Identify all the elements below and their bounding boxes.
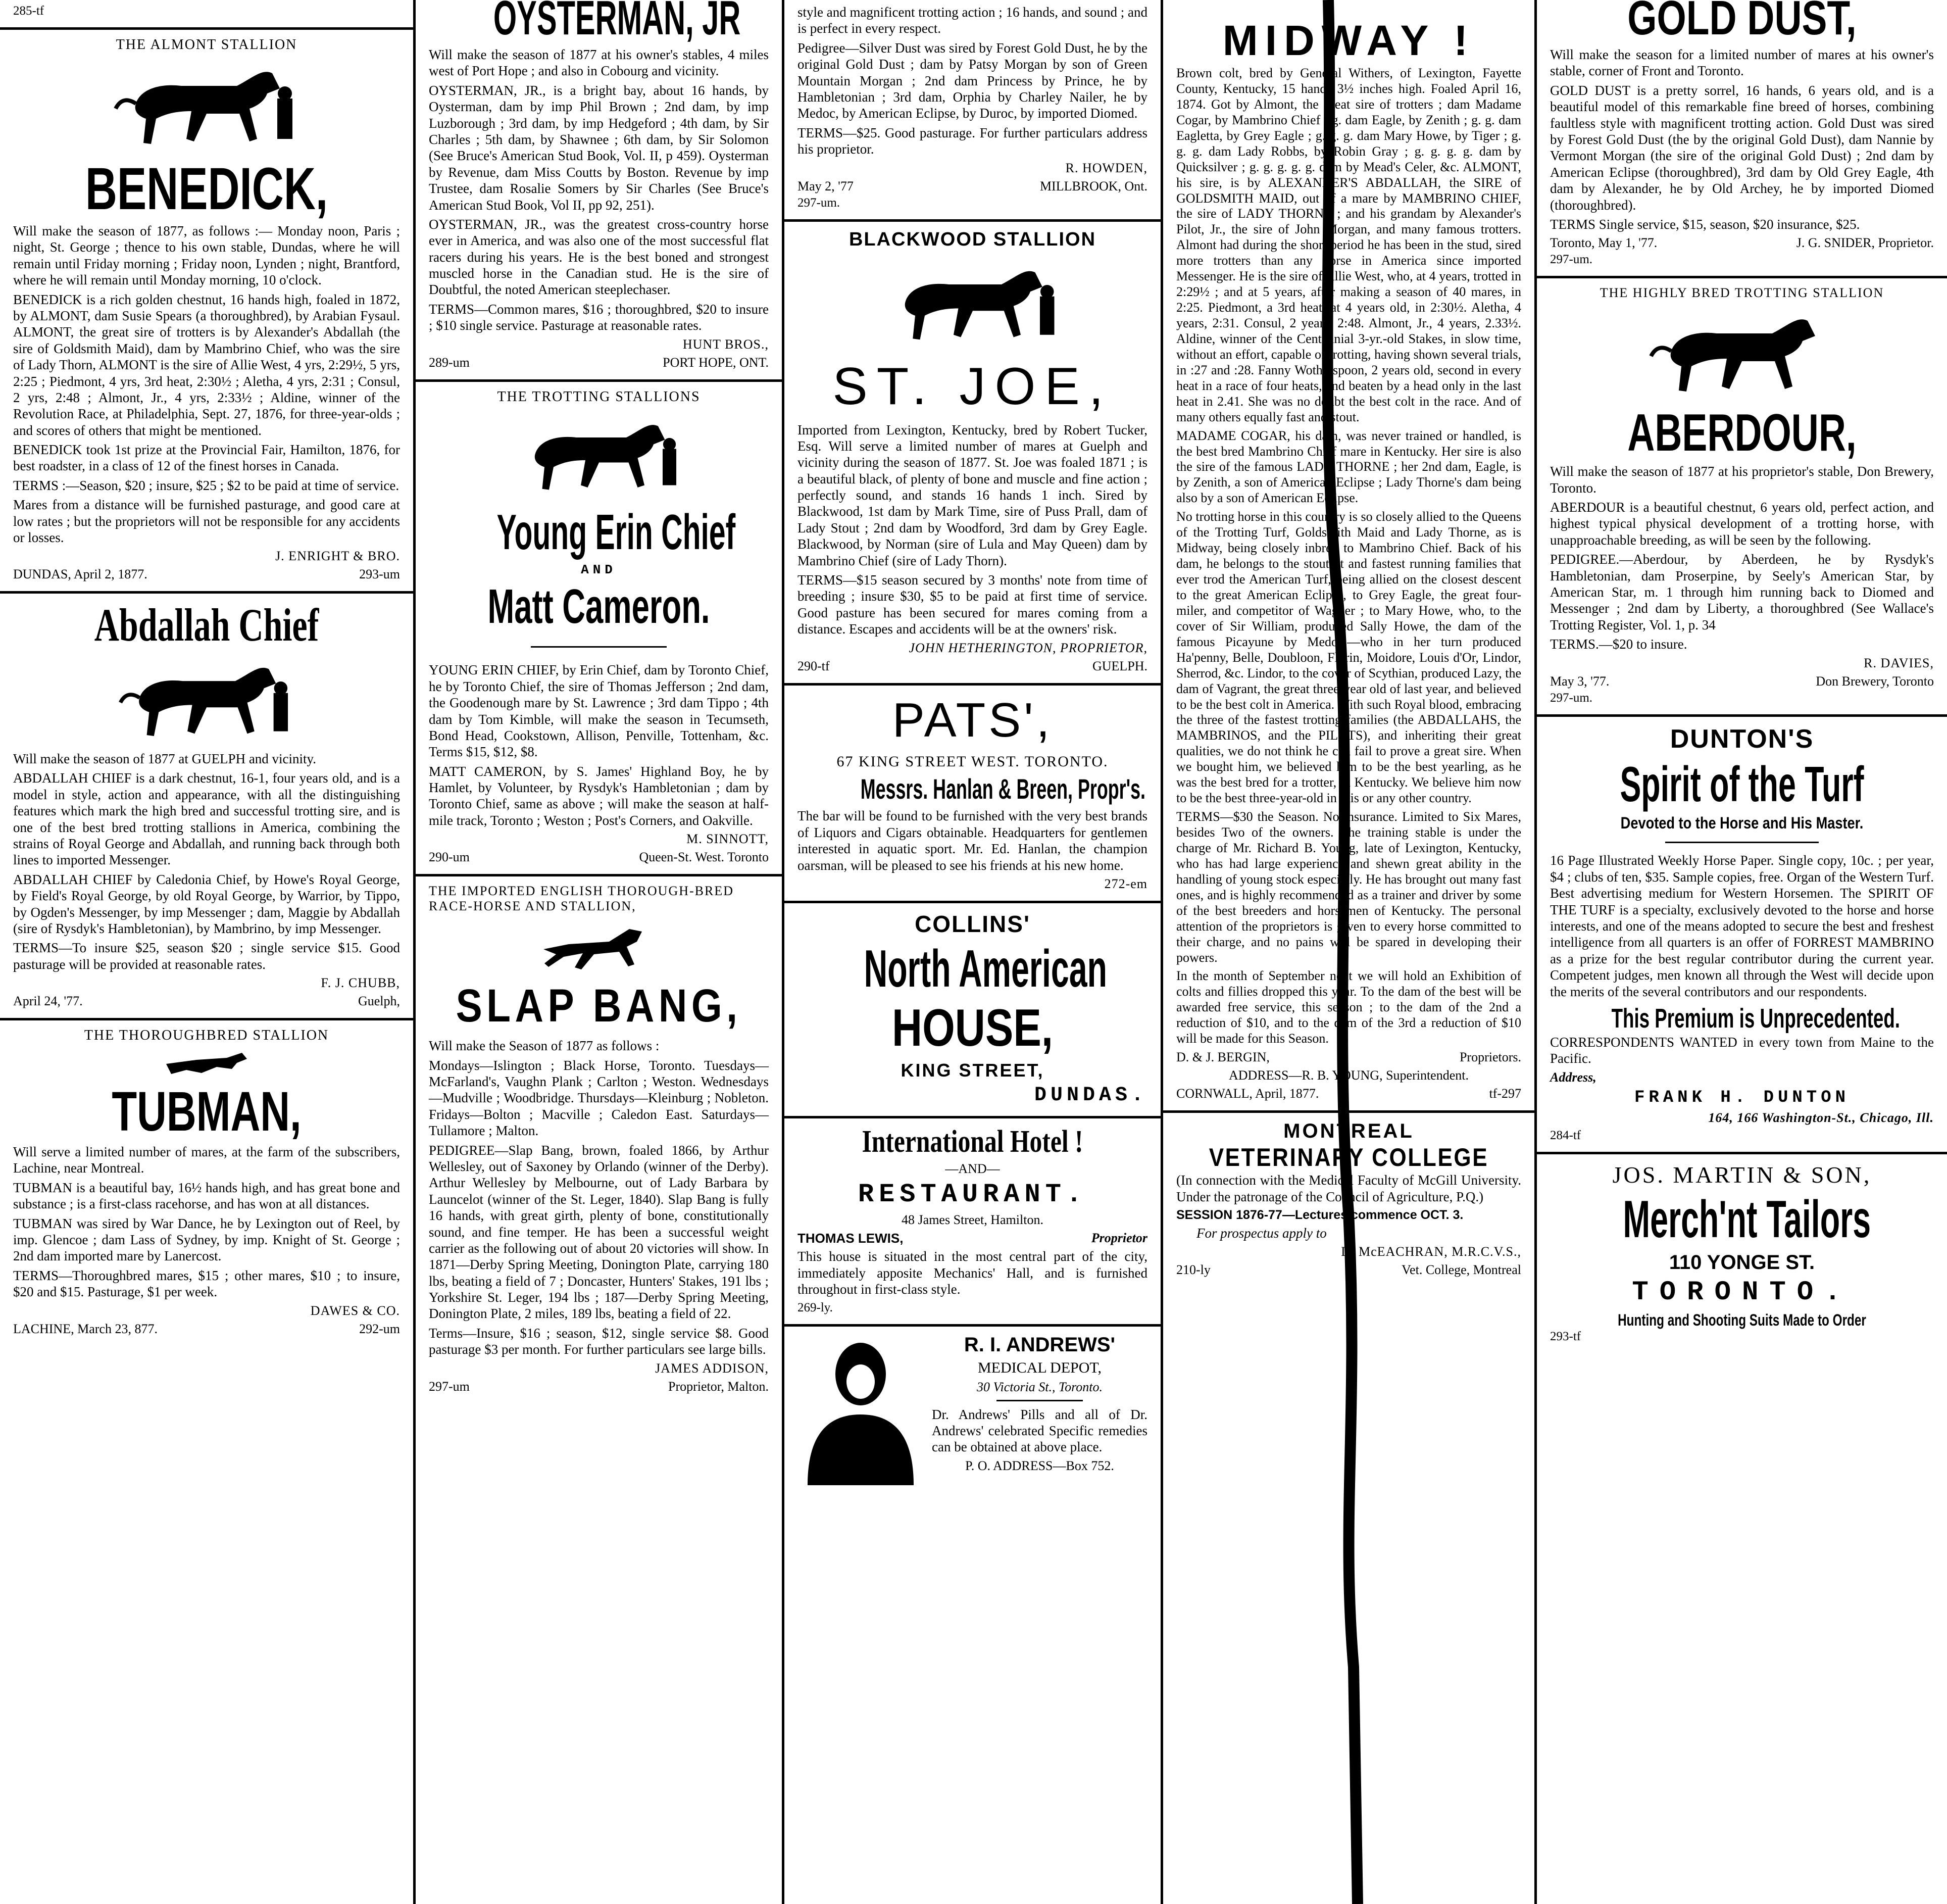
benedick-number: 293-um [359, 567, 400, 582]
abdallah-dateline [13, 994, 400, 1009]
aberdour-dateline [1550, 674, 1934, 689]
divider [996, 1400, 1083, 1401]
divider [416, 379, 782, 382]
andrews-subtitle: MEDICAL DEPOT, [978, 1359, 1102, 1376]
slap-paragraph: Terms—Insure, $16 ; season, $12, single service $8. Good pasturage $3 per month. For further particulars see large bills. [429, 1325, 769, 1357]
intl-owner-role: Proprietor [1091, 1231, 1147, 1246]
midway-title: MIDWAY ! [1222, 17, 1475, 64]
pats-title: PATS', [892, 693, 1053, 747]
abdallah-paragraph: Will make the season of 1877 at GUELPH and vicinity. [13, 751, 317, 767]
running-horse-icon [156, 1049, 257, 1079]
silver-place: MILLBROOK, Ont. [1039, 178, 1147, 193]
aberdour-number: 297-um. [1550, 691, 1593, 705]
stjoe-paragraph: Imported from Lexington, Kentucky, bred by Robert Tucker, Esq. Will serve a limited number of mares at Guelph and vicinity during the season of 1877. St. Joe was foaled 1871 ; is a beautiful black, of plenty of bone and muscle and fine action ; perfectly sound, and stands 16 hands 1 inch. Sired by Blackwood, 1st dam by Mark Time, sire of Puss Prall, dam of Lady Stout ; 2nd dam by Woodford, 3rd dam by Grey Eagle. Blackwood, by Norman (sire of Lula and May Queen) dam by Mambrino Chief (sire of Lady Thorn). [797, 422, 1147, 568]
slap-title: SLAP BANG, [456, 980, 742, 1032]
collins-street: KING STREET, [901, 1060, 1044, 1081]
dunton-paragraph: 16 Page Illustrated Weekly Horse Paper. Single copy, 10c. ; per year, $4 ; clubs of ten, $35. Sample copies, free. Organ of the Western Turf. Best advertising medium for Western Horsemen. The SPIRIT OF THE TURF is a specialty, exclusively devoted to the horse and horse interests, and one of the means adopted to secure the best and freshest intelligence from all quarters is an offer of FORREST MAMBRINO as a prize for the best regular contributor during the current year. Competent judges, men known all through the West will decide upon the merits of the several contributors and our respondents. [1550, 853, 1934, 999]
slap-place: Proprietor, Malton. [668, 1379, 769, 1394]
intl-and: —AND— [945, 1161, 1000, 1177]
divider [1665, 842, 1819, 843]
pats-paragraph: The bar will be found to be furnished with the very best brands of Liquors and Cigars obtainable. Headquarters for gentlemen interested in aquatic sport. Mr. Ed. Hanlan, the champion oarsman, will be pleased to see his friends at his new home. [797, 808, 1147, 873]
midway-paragraph: TERMS—$30 the Season. No insurance. Limited to Six Mares, besides Two of the owners. The training stable is under the charge of Mr. Richard B. Young, late of Lexington, Kentucky, who has had large experience and shewn great ability in the handling of young stock especially. He has brought out many fast ones, and is highly recommended as a trainer and driver by some of the best breeders and horsemen of Kentucky. The personal attention of the proprietors is given to every horse committed to their charge, and no pains will be spared in developing their powers. [1176, 809, 1521, 965]
erin-paragraph: YOUNG ERIN CHIEF, by Erin Chief, dam by Toronto Chief, he by Toronto Chief, the sire of Thomas Jefferson ; 2nd dam, the Goodenough mare by St. Lawrence ; 3rd dam Tippo ; 4th dam by Tom Kimble, will make the season in Tecumseth, Bond Head, Cookstown, Allison, Penville, Tottenham, &c. Terms $15, $12, $8. [429, 662, 769, 760]
benedick-paragraph: TERMS :—Season, $20 ; insure, $25 ; $2 to be paid at time of service. [13, 477, 400, 493]
vet-signature: D. McEACHRAN, M.R.C.V.S., [1341, 1244, 1521, 1259]
midway-number: tf-297 [1489, 1086, 1521, 1101]
column-5 [1537, 0, 1947, 1904]
cameron-title: Matt Cameron. [487, 579, 710, 633]
tubman-paragraph: TUBMAN is a beautiful bay, 16½ hands high, and has great bone and substance ; is a first-class racehorse, and has won at all distances. [13, 1180, 400, 1212]
divider [0, 591, 413, 594]
slap-paragraph: Mondays—Islington ; Black Horse, Toronto. Tuesdays—McFarland's, Vaughn Plank ; Carlton ; Weston. Wednesdays—Mudville ; Woodbridge. Thursdays—Kleinburg ; Nobleton. Fridays—Bolton ; Macville ; Caledon East. Saturdays—Tullamore ; Malton. [429, 1057, 769, 1139]
midway-address: ADDRESS—R. B. YOUNG, Superintendent. [1229, 1068, 1469, 1083]
martin-big: Merch'nt Tailors [1623, 1190, 1871, 1249]
oysterman-number: 289-um [429, 355, 470, 370]
golddust-date: Toronto, May 1, '77. [1550, 235, 1658, 251]
intl-title: International Hotel ! [862, 1125, 1083, 1159]
pats-number: 272-em [1104, 876, 1147, 891]
montreal-caption: MONTREAL [1283, 1120, 1414, 1143]
dunton-address: 164, 166 Washington-St., Chicago, Ill. [1708, 1110, 1934, 1125]
tubman-paragraph: Will serve a limited number of mares, at the farm of the subscribers, Lachine, near Montreal. [13, 1144, 400, 1176]
golddust-signature: J. G. SNIDER, Proprietor. [1796, 235, 1934, 251]
tubman-date: LACHINE, March 23, 877. [13, 1321, 158, 1336]
midway-signature: D. & J. BERGIN, [1176, 1050, 1270, 1065]
tubman-paragraph: TUBMAN was sired by War Dance, he by Lexington out of Reel, by imp. Glencoe ; dam Lass of Sydney, by imp. Knight of St. George ; 2nd dam imported mare by Lanercost. [13, 1215, 400, 1264]
andrews-paragraph: Dr. Andrews' Pills and all of Dr. Andrews' celebrated Specific remedies can be obtained at above place. [932, 1406, 1147, 1455]
divider [1537, 276, 1947, 278]
andrews-address: 30 Victoria St., Toronto. [977, 1379, 1103, 1394]
slap-signature: JAMES ADDISON, [655, 1360, 769, 1376]
midway-paragraph: In the month of September next we will hold an Exhibition of colts and fillies dropped this year. To the dam of the best will be awarded free service, this season ; to the dam of the 2nd a reduction of $10, and to the dam of the 3rd a reduction of $10 will be made for this Season. [1176, 968, 1521, 1046]
dunton-subtitle: Devoted to the Horse and His Master. [1620, 814, 1864, 833]
erin-title: Young Erin Chief [496, 504, 736, 560]
benedick-paragraph: Will make the season of 1877, as follows :— Monday noon, Paris ; night, St. George ; thence to his own stable, Dundas, where he will remain until Friday morning ; Friday noon, Lynden ; night, Brantford, where he will remain until Monday morning, 10 o'clock. [13, 223, 400, 288]
martin-bottom: Hunting and Shooting Suits Made to Order [1618, 1310, 1866, 1329]
aberdour-paragraph: Will make the season of 1877 at his proprietor's stable, Don Brewery, Toronto. [1550, 464, 1934, 496]
trotting-caption: THE TROTTING STALLIONS [497, 388, 701, 405]
andrews-ad [797, 1334, 1147, 1485]
silver-date: May 2, '77 [797, 178, 854, 193]
vet-session: SESSION 1876-77—Lectures commence OCT. 3. [1176, 1207, 1464, 1222]
tubman-number: 292-um [359, 1321, 400, 1336]
tubman-paragraph: TERMS—Thoroughbred mares, $15 ; other mares, $10 ; to insure, $20 and $15. Pasturage, $1 per week. [13, 1267, 400, 1300]
oysterman-place: PORT HOPE, ONT. [663, 355, 769, 370]
stjoe-place: GUELPH. [1092, 658, 1147, 673]
silver-paragraph: TERMS—$25. Good pasturage. For further particulars address his proprietor. [797, 125, 1147, 157]
stjoe-signature: JOHN HETHERINGTON, PROPRIETOR, [909, 640, 1147, 655]
pats-proprietors: Messrs. Hanlan & Breen, Propr's. [860, 772, 1145, 805]
dunton-premium: This Premium is Unprecedented. [1611, 1003, 1900, 1034]
vet-paragraph: (In connection with the Medical Faculty of McGill University. Under the patronage of the Council of Agriculture, P.Q.) [1176, 1173, 1521, 1204]
oysterman-paragraph: Will make the season of 1877 at his owner's stables, 4 miles west of Port Hope ; and also in Cobourg and vicinity. [429, 47, 769, 79]
tubman-title: TUBMAN, [112, 1081, 302, 1143]
and-label: AND [581, 562, 617, 577]
andrews-title: R. I. ANDREWS' [964, 1333, 1116, 1356]
midway-paragraph: MADAME COGAR, his dam, was never trained or handled, is the best bred Mambrino Chief mare in Kentucky. Her sire is also the sire of the famous LADY THORNE ; her 2nd dam, Eagle, is by Zenith, a son of American Eclipse ; Lady Thorne's dam being also by a son of American Eclipse. [1176, 428, 1521, 506]
collins-house: HOUSE, [892, 999, 1053, 1058]
midway-paragraph: Brown colt, bred by General Withers, of Lexington, Fayette County, Kentucky, 15 hands 3½ inches high. Foaled April 16, 1874. Got by Almont, the great sire of trotters ; dam Madame Cogar, by Mambrino Chief ; g. dam Eagle, by Zenith ; g. g. dam Eagletta, by Grey Eagle ; g. g. g. dam Mary Howe, by Tiger ; g. g. g. dam Lady Robbs, by Robin Gray ; g. g. g. g. dam by Quicksilver ; g. g. g. g. g. dam by Mead's Celer, &c. ALMONT, his sire, is by ALEXANDER'S ABDALLAH, the SIRE of GOLDSMITH MAID, out of a mare by MAMBRINO CHIEF, the sire of LADY THORNE ; and his grandam by Alexander's Pilot, Jr., the sire of John Morgan, and many famous trotters. Almont had during the short period he has been in the stud, sired more trotters than any horse in America since imported Messenger. He is the sire of Allie West, who, at 4 years, trotted in 2:29½ ; and at 5 years, after making a season of 40 mares, in 2:25. Piedmont, a 3rd heat, at 4 years old, in 2:30½. Aletha, 4 years, 2:31. Consul, 2 years, 2:48. Almont, Jr., 4 years, 2.33½. Aldine, winner of the Centennial 3-yr.-old Stakes, in slow time, without an effort, capable of trotting, having shown several trials, in :27 and :28. Fanny Wotherspoon, 2 years old, second in every heat in a race of four heats, and beaten by a head only in the last heat in 2.41. She was no doubt the best colt in the race. And of many others equally fast and stout. [1176, 66, 1521, 424]
tubman-dateline [13, 1322, 400, 1337]
abdallah-title: Abdallah Chief [94, 599, 319, 651]
divider [784, 1116, 1161, 1118]
vet-prospectus: For prospectus apply to [1196, 1225, 1327, 1241]
ad-number: 285-tf [13, 4, 44, 18]
benedick-title: BENEDICK, [85, 156, 328, 222]
intl-owner-line [797, 1231, 1147, 1246]
martin-title: JOS. MARTIN & SON, [1612, 1161, 1872, 1188]
column-1 [0, 0, 413, 1904]
column-3 [784, 0, 1161, 1904]
dunton-address-label: Address, [1550, 1069, 1596, 1085]
intl-owner: THOMAS LEWIS, [797, 1231, 904, 1246]
abdallah-paragraph: ABDALLAH CHIEF by Caledonia Chief, by Howe's Royal George, by Field's Royal George, by old Royal George, by Warrior, by Tippo, by Ogden's Messenger, by imp Messenger ; dam, Maggie by Abdallah (sire of Rysdyk's Hambletonian), by Mambrino, by imp Messenger. [13, 871, 400, 936]
silver-number: 297-um. [797, 196, 840, 210]
golddust-paragraph: Will make the season for a limited number of mares at his owner's stable, corner of Front and Toronto. [1550, 47, 1934, 79]
aberdour-place: Don Brewery, Toronto [1816, 673, 1934, 689]
erin-number: 290-um [429, 850, 470, 865]
benedick-paragraph: BENEDICK is a rich golden chestnut, 16 hands high, foaled in 1872, by ALMONT, dam Susie Spears (a thoroughbred), by Arabian Fysaul. ALMONT, the great sire of trotters is by Alexander's Abdallah (the sire of Goldsmith Maid), dam by Mambrino Chief, who was the sire of Lady Thorn, ALMONT is the sire of Allie West, 4 yrs, 2:29½, 5 yrs, 2:25 ; Piedmont, 4 yrs, 3rd heat, 2:30½ ; Aletha, 4 yrs, 2:31 ; Consul, 2 yrs, 2:48 ; Almont, Jr., 4 yrs, 2:33½ ; Aldine, winner of the Revolution Race, at Philadelphia, Sept. 27, 1876, for three-year-olds ; and scores of others that might be mentioned. [13, 291, 400, 438]
intl-restaurant: RESTAURANT. [858, 1180, 1087, 1210]
midway-paragraph: No trotting horse in this country is so closely allied to the Queens of the Trotting Turf, Goldsmith Maid and Lady Thorne, as is Midway, being closely inbred to Mambrino Chief. Back of his dam, he belongs to the stoutest and fastest running families that ever trod the American Turf, being allied on the closest descent to the great American Eclipse, to Grey Eagle, the great four-miler, and competitor of Wagner ; to Mary Howe, who, to the cover of Sir William, produced Sally Howe, the dam of the famous Picayune by Medoc,—who in her turn produced Ha'penny, Belle, Doubloon, Florin, Moidore, Louis d'Or, Lindor, Sherrod, &c. Lindor, to the cover of Scythian, produced Lazy, the dam of Vagrant, the great three-year old of last year, and believed to be the best colt in America. With such Royal blood, embracing the three of the fastest trotting families (the ABDALLAHS, the MAMBRINOS, and the PILOTS), and inheriting their great qualities, we do not think he can fail to prove a great sire. When we bought him, we believed him to be the best yearling, as he was the best bred for a trotter, in Kentucky. We believe him now to be the best three-year-old in this or any other country. [1176, 509, 1521, 806]
aberdour-caption: THE HIGHLY BRED TROTTING STALLION [1600, 285, 1884, 301]
collins-title: North American [864, 939, 1107, 998]
benedick-paragraph: Mares from a distance will be furnished pasturage, and good care at low rates ; but the proprietors will not be responsible for any accidents or losses. [13, 497, 400, 546]
silver-paragraph: Pedigree—Silver Dust was sired by Forest Gold Dust, he by the original Gold Dust ; dam by Patsy Morgan by son of Green Mountain Morgan ; 2nd dam Princess by Prince, he by Hambletonian ; 3rd dam, Orphia by Charley Nailer, he by Medoc, by American Eclipse, by Duroc, by imported Diomed. [797, 40, 1147, 121]
divider [1537, 714, 1947, 717]
oysterman-paragraph: TERMS—Common mares, $16 ; thoroughbred, $20 to insure ; $10 single service. Pasturage at reasonable rates. [429, 301, 769, 333]
collins-caption: COLLINS' [915, 910, 1030, 937]
aberdour-signature: R. DAVIES, [1864, 655, 1934, 670]
andrews-box: P. O. ADDRESS—Box 752. [965, 1458, 1114, 1473]
golddust-paragraph: TERMS Single service, $15, season, $20 insurance, $25. [1550, 216, 1860, 232]
pats-address: 67 KING STREET WEST. TORONTO. [836, 753, 1109, 770]
martin-town: TORONTO. [1632, 1277, 1852, 1308]
trotting-horse-icon [106, 58, 308, 154]
benedick-paragraph: BENEDICK took 1st prize at the Provincial Fair, Hamilton, 1876, for best roadster, in a class of 12 of the finest horses in Canada. [13, 442, 400, 474]
midway-date: CORNWALL, April, 1877. [1176, 1086, 1319, 1101]
abdallah-signature: F. J. CHUBB, [321, 975, 400, 991]
tubman-caption: THE THOROUGHBRED STALLION [84, 1028, 329, 1044]
stjoe-paragraph: TERMS—$15 season secured by 3 months' note from time of breeding ; insure $30, $5 to be paid at first time of service. Good pasture has been secured for mares coming from a distance. Escapes and accidents will be at the owners' risk. [797, 572, 1147, 637]
divider [784, 1324, 1161, 1327]
vet-number: 210-ly [1176, 1262, 1211, 1277]
trotting-horse-icon [1641, 306, 1843, 402]
erin-paragraph: MATT CAMERON, by S. James' Highland Boy, he by Hamlet, by Volunteer, by Rysdyk's Hambletonian ; dam by Toronto Chief, same as above ; will make the season at half-mile track, Toronto ; Weston ; Post's Corners, and Oakville. [429, 763, 769, 828]
trotting-horse-icon [106, 655, 308, 746]
golddust-title: GOLD DUST, [1627, 0, 1857, 45]
slap-paragraph: Will make the Season of 1877 as follows : [429, 1038, 660, 1054]
divider [784, 683, 1161, 686]
silver-dateline [797, 179, 1147, 194]
golddust-number: 297-um. [1550, 253, 1593, 267]
divider [0, 1018, 413, 1020]
martin-address: 110 YONGE ST. [1669, 1251, 1815, 1274]
trotting-horse-icon [877, 256, 1069, 352]
golddust-paragraph: GOLD DUST is a pretty sorrel, 16 hands, 6 years old, and is a beautiful model of this remarkable fine breed of horses, combining faultless style with magnificent trotting action. Gold Dust was sired by Forest Gold Dust (the by the original Gold Dust), dam Nannie by Vermont Morgan (the sire of the original Gold Dust) ; 2nd dam by American Eclipse (thoroughbred), 3rd dam by Old Grey Eagle, 4th dam by Alexander, he by Old Archey, he by imported Diomed (thoroughbred). [1550, 82, 1934, 213]
divider [416, 874, 782, 876]
aberdour-terms: TERMS.—$20 to insure. [1550, 637, 1687, 652]
dunton-title: Spirit of the Turf [1620, 756, 1864, 812]
dunton-number: 284-tf [1550, 1128, 1581, 1142]
stjoe-title: ST. JOE, [832, 357, 1113, 416]
divider [784, 901, 1161, 903]
divider [1537, 1152, 1947, 1154]
abdallah-paragraph: ABDALLAH CHIEF is a dark chestnut, 16-1, four years old, and is a model in style, action and appearance, with all the distinguishing features which mark the high bred and successful trotting sire, and is one of the best bred trotting stallions in America, combining the strains of Royal George and Abdallah, and running back through both lines to imported Messenger. [13, 770, 400, 868]
tubman-signature: DAWES & CO. [310, 1303, 400, 1318]
vet-title: VETERINARY COLLEGE [1209, 1143, 1489, 1172]
dunton-wanted: CORRESPONDENTS WANTED in every town from Maine to the Pacific. [1550, 1035, 1934, 1066]
martin-number: 293-tf [1550, 1329, 1581, 1343]
slap-caption: THE IMPORTED ENGLISH THOROUGH-BRED RACE-HORSE AND STALLION, [429, 884, 734, 914]
erin-dateline [429, 850, 769, 865]
oysterman-dateline [429, 355, 769, 370]
aberdour-date: May 3, '77. [1550, 673, 1610, 689]
oysterman-title: OYSTERMAN, JR [493, 0, 741, 45]
oysterman-paragraph: OYSTERMAN, JR., is a bright bay, about 16 hands, by Oysterman, dam by imp Phil Brown ; 2nd dam, by imp Luzborough ; 3rd dam, by imp Hedgeford ; 4th dam, by Sir Charles ; 5th dam, by Shawnee ; 6th dam, by Sir Solomon (See Bruce's American Stud Book, Vol. II, p 459). Oysterman by Revenue, dam Miss Coutts by Boston. Revenue by imp Trustee, dam Rosalie Somers by Sir Charles (See Bruce's American Stud Book, Vol II, pp 92, 251). [429, 82, 769, 213]
slap-number: 297-um [429, 1379, 470, 1394]
aberdour-paragraph: PEDIGREE.—Aberdour, by Aberdeen, he by Rysdyk's Hambletonian, dam Proserpine, by Seely's American Star, by American Star, m. 1 through him running back to Diomed and Messenger ; 2nd dam by Liberty, a thoroughbred (See Wallace's Trotting Register, Vol. 1, p. 34 [1550, 552, 1934, 632]
golddust-dateline [1550, 235, 1934, 251]
silver-signature: R. HOWDEN, [1065, 160, 1147, 175]
oysterman-paragraph: OYSTERMAN, JR., was the greatest cross-country horse ever in America, and was also one of the most successful flat racers during his years. He is the best boned and strongest muscled horse in the Canadian stud. He is the sire of Doubtful, the noted American steeplechaser. [429, 216, 769, 298]
almont-caption: THE ALMONT STALLION [116, 37, 297, 53]
divider [531, 646, 667, 648]
stjoe-dateline [797, 659, 1147, 674]
collins-town: DUNDAS. [1034, 1084, 1147, 1107]
dunton-name: FRANK H. DUNTON [1634, 1088, 1850, 1107]
running-horse-icon [533, 919, 665, 974]
aberdour-paragraph: ABERDOUR is a beautiful chestnut, 6 years old, perfect action, and highest typical physical development of a trotting horse, with unapproachable breeding, as will be seen by the following. [1550, 500, 1934, 548]
intl-number: 269-ly. [797, 1300, 833, 1314]
intl-paragraph: This house is situated in the most central part of the city, immediately apposite Mechanics' Hall, and is furnished throughout in first-class style. [797, 1249, 1147, 1297]
vet-place: Vet. College, Montreal [1402, 1262, 1521, 1277]
portrait-icon [797, 1334, 924, 1485]
trotting-horse-icon [508, 410, 690, 501]
slap-paragraph: PEDIGREE—Slap Bang, brown, foaled 1866, by Arthur Wellesley, out of Saxoney by Orlando (winner of the Derby). Arthur Wellesley by Melbourne, out of Lady Barbara by Launcelot (winner of the St. Leger, 1840). Slap Bang is fully 16 hands, with great girth, plenty of bone, constitutionally sound, and fine temper. He has been a successful weight carrier as the following out of about 20 victories will show. In 1871—Derby Spring Meeting, Donington Plate, carrying 180 lbs, beating a field of 7 ; Doncaster, Hunters' Stakes, 191 lbs ; Yorkshire St. Leger, 194 lbs ; 187—Derby Spring Meeting, Donington Plate, 2 miles, 189 lbs, beating a field of 22. [429, 1142, 769, 1322]
column-2 [416, 0, 782, 1904]
blackwood-caption: BLACKWOOD STALLION [848, 228, 1096, 250]
intl-address: 48 James Street, Hamilton. [902, 1212, 1043, 1228]
oysterman-signature: HUNT BROS., [682, 336, 769, 352]
silver-paragraph: style and magnificent trotting action ; 16 hands, and sound ; and is perfect in every respect. [797, 5, 1147, 36]
stjoe-number: 290-tf [797, 658, 830, 673]
page-tear-mark [1293, 0, 1404, 1904]
benedick-dateline [13, 567, 400, 582]
erin-place: Queen-St. West. Toronto [639, 850, 769, 865]
divider [784, 219, 1161, 222]
slap-dateline [429, 1379, 769, 1394]
midway-proprietors: Proprietors. [1459, 1050, 1521, 1065]
divider [0, 27, 413, 30]
erin-signature: M. SINNOTT, [686, 832, 769, 847]
aberdour-title: ABERDOUR, [1627, 404, 1857, 463]
benedick-signature: J. ENRIGHT & BRO. [275, 549, 400, 564]
dunton-caption: DUNTON'S [1670, 724, 1814, 754]
abdallah-place: Guelph, [358, 994, 400, 1009]
benedick-date: DUNDAS, April 2, 1877. [13, 567, 147, 582]
abdallah-paragraph: TERMS—To insure $25, season $20 ; single service $15. Good pasturage will be provided at reasonable rates. [13, 940, 400, 972]
abdallah-date: April 24, '77. [13, 994, 83, 1009]
